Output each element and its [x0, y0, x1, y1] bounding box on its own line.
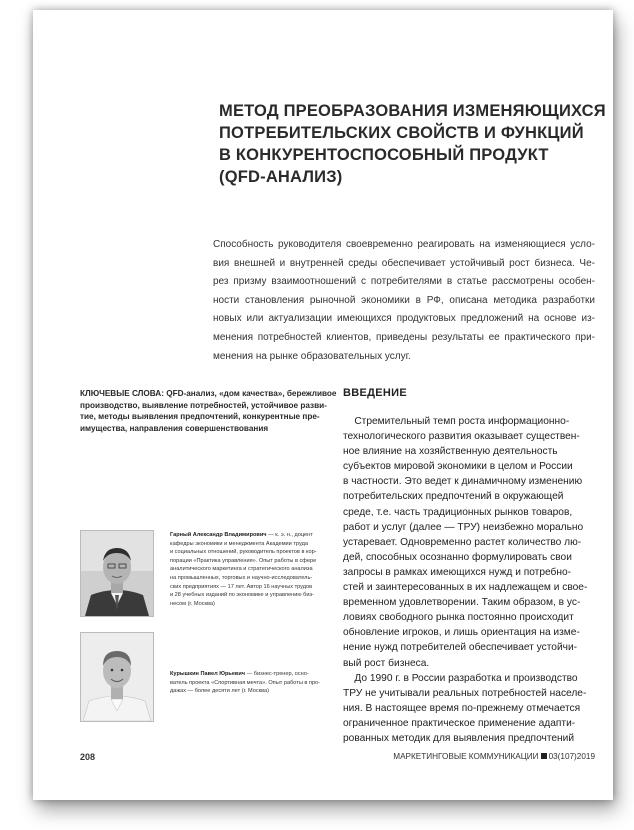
- journal-footer: [393, 752, 595, 761]
- abstract-line: новых или актуализации имеющихся продуктовых предложений на основе из-: [213, 313, 595, 325]
- keywords: [80, 388, 337, 434]
- author-bio-line: и социальных отношений, руководитель проектов в кор-: [170, 549, 317, 556]
- body-line: стей и заинтересованных в их надлежащем и свое-: [343, 582, 588, 594]
- author-bio-line: порации «Практика управления». Опыт работы в сфере: [170, 557, 317, 564]
- journal-issue: 03(107)2019: [548, 752, 595, 761]
- body-line: ния. В настоящее время по-прежнему отмечается: [343, 702, 581, 714]
- body-line: вый рост бизнеса.: [343, 657, 430, 669]
- author-bio-line: аналитического маркетинга и стратегического анализа: [170, 566, 313, 573]
- author-name: Гарный Александр Владимирович: [170, 532, 267, 538]
- author-photo: [80, 632, 154, 722]
- body-line: ное влияние на хозяйственную деятельность: [343, 446, 558, 458]
- abstract-line: рез призму взаимоотношений с потребителями в статье рассмотрены особен-: [213, 276, 595, 288]
- author-bio-line: и 28 учебных изданий по экономике и управлению биз-: [170, 592, 314, 599]
- body-line: ловиях свободного рынка постоянно происходит: [343, 612, 574, 624]
- abstract: [213, 236, 595, 366]
- author-bio-line: дажах — более десяти лет (г. Москва): [170, 688, 269, 695]
- author-photo: [80, 530, 154, 617]
- body-line: работ и услуг (далее — ТРУ) неизбежно морально: [343, 521, 584, 533]
- author-bio-line: — бизнес-тренер, осно-: [245, 671, 309, 677]
- author-bio-line: — к. э. н., доцент: [266, 532, 313, 538]
- page-number: 208: [80, 752, 96, 762]
- body-line: До 1990 г. в России разработка и производство: [343, 672, 578, 684]
- body-line: технологического развития оказывает существен-: [343, 431, 580, 443]
- journal-page: [33, 10, 613, 800]
- title-line: МЕТОД ПРЕОБРАЗОВАНИЯ ИЗМЕНЯЮЩИХСЯ: [219, 102, 606, 120]
- body-line: рованных методик для выявления предпочтений: [343, 732, 575, 744]
- body-line: ТРУ не учитывали реальных потребностей населе-: [343, 687, 587, 699]
- journal-name: МАРКЕТИНГОВЫЕ КОММУНИКАЦИИ: [393, 752, 539, 761]
- keywords-line: тие, методы выявления предпочтений, конкурентные пре-: [80, 412, 320, 422]
- abstract-line: менения потребностей клиентов, приведены результаты ее практического при-: [213, 331, 595, 343]
- body-line: в частности. Это ведет к динамичному изменению: [343, 476, 583, 488]
- article-title: [219, 100, 606, 188]
- abstract-line: Способность руководителя своевременно реагировать на изменяющиеся усло-: [213, 239, 595, 250]
- keywords-line: производство, выявление потребностей, устойчивое разви-: [80, 400, 327, 410]
- title-line: ПОТРЕБИТЕЛЬСКИХ СВОЙСТВ И ФУНКЦИЙ: [219, 124, 584, 142]
- abstract-line: менения на рынке образовательных услуг.: [213, 350, 411, 362]
- abstract-line: ности становления рыночной экономики в РФ, описана методика разработки: [213, 294, 595, 306]
- body-line: ограниченное практическое применение адапти-: [343, 717, 576, 729]
- portrait-image: [81, 633, 153, 721]
- section-title: ВВЕДЕНИЕ: [343, 387, 407, 399]
- portrait-image: [81, 531, 153, 616]
- body-line: потребительских предпочтений в окружающей: [343, 491, 564, 503]
- author-bio-line: кафедры экономики и менеджмента Академии труда: [170, 540, 308, 547]
- body-line: среде, т.е. часть традиционных рынков товаров,: [343, 506, 573, 518]
- author-bio-line: на промышленных, торговых и научно-исследователь-: [170, 574, 313, 581]
- author-bio: [170, 670, 335, 696]
- body-line: устаревает. Одновременно растет количество лю-: [343, 536, 582, 548]
- body-line: временном удовлетворении. Таким образом, в ус-: [343, 597, 581, 609]
- keywords-line: КЛЮЧЕВЫЕ СЛОВА: QFD-анализ, «дом качества», бережливое: [80, 389, 337, 398]
- author-bio-line: несом (г. Москва): [170, 600, 215, 607]
- author-bio: [170, 531, 335, 608]
- body-text: [343, 414, 595, 746]
- author-name: Курышкин Павел Юрьевич: [170, 671, 246, 677]
- title-line: (QFD-АНАЛИЗ): [219, 168, 343, 186]
- body-line: дей, способных осознанно формулировать свои: [343, 551, 572, 563]
- author-bio-line: ватель проекта «Спортивная мечта». Опыт работы в про-: [170, 679, 321, 686]
- square-icon: [541, 753, 547, 759]
- title-line: В КОНКУРЕНТОСПОСОБНЫЙ ПРОДУКТ: [219, 146, 549, 164]
- author-bio-line: ских предприятиях — 17 лет. Автор 16 научных трудов: [170, 583, 313, 590]
- keywords-line: имущества, направления совершенствования: [80, 423, 269, 433]
- body-line: запросы в рамках имеющихся нужд и потребно-: [343, 566, 572, 578]
- body-line: Стремительный темп роста информационно-: [343, 416, 570, 427]
- body-line: обновление игроков, и лишь ориентация на изме-: [343, 627, 580, 639]
- body-line: нение нужд потребителей обеспечивает устойчи-: [343, 642, 578, 654]
- abstract-line: вия внешней и внутренней среды обеспечивает устойчивый рост бизнеса. Че-: [213, 257, 595, 269]
- body-line: субъектов мировой экономики в целом и России: [343, 461, 573, 473]
